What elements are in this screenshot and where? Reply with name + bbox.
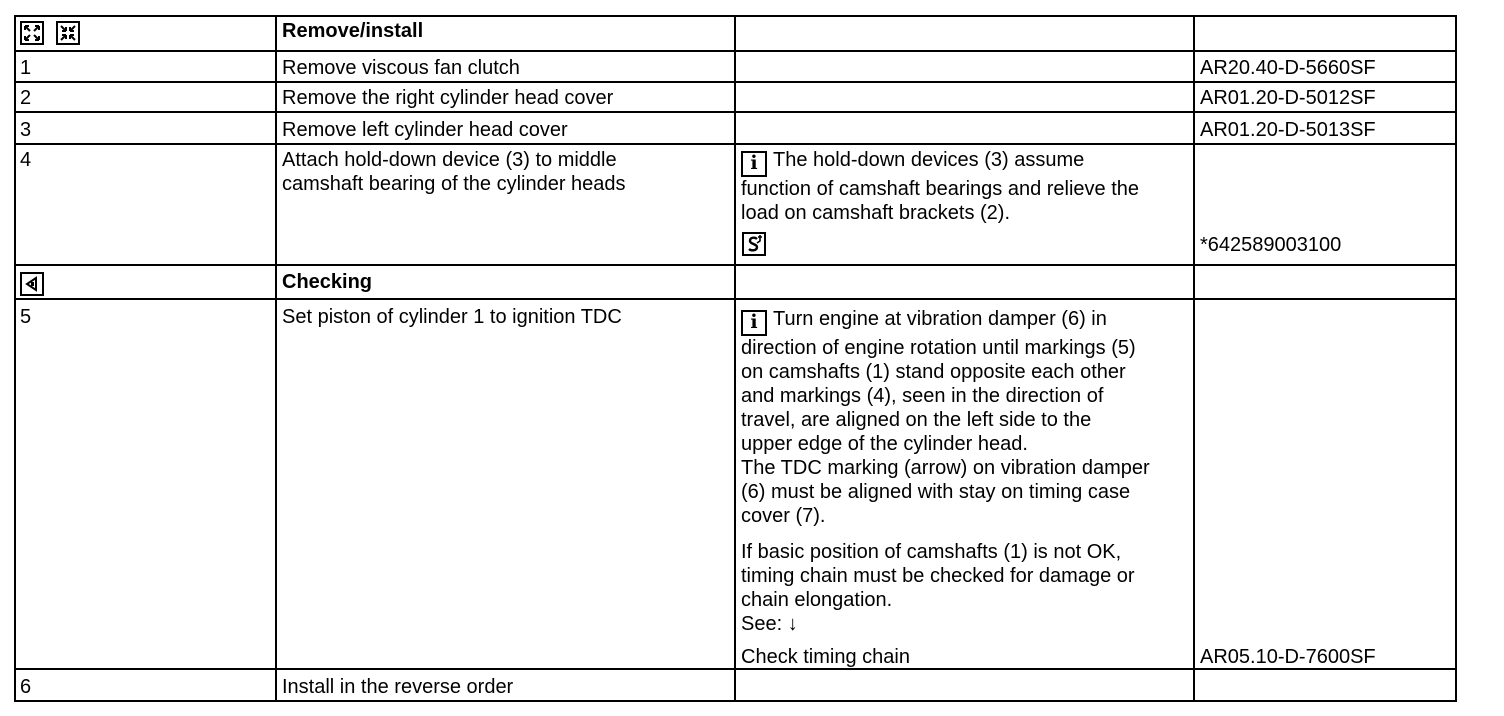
note-line: upper edge of the cylinder head.	[741, 433, 1028, 455]
section-title-remove-install: Remove/install	[282, 20, 424, 42]
note-line: on camshafts (1) stand opposite each other	[741, 361, 1126, 383]
note-line: If basic position of camshafts (1) is not OK,	[741, 541, 1122, 563]
procedure-table	[14, 15, 1457, 702]
column-divider	[275, 15, 277, 702]
step-note	[741, 307, 1150, 528]
special-tool-icon[interactable]	[742, 232, 766, 256]
note-line: and markings (4), seen in the direction of	[741, 385, 1104, 407]
step-number: 2	[20, 87, 32, 109]
step-action-line: Attach hold-down device (3) to middle	[282, 149, 617, 171]
reference-link[interactable]: AR01.20-D-5013SF	[1200, 119, 1376, 141]
step-action: Set piston of cylinder 1 to ignition TDC	[282, 306, 622, 328]
section-title-checking: Checking	[282, 271, 373, 293]
column-divider	[1455, 15, 1457, 702]
checking-icon	[20, 272, 44, 296]
remove-install-icons	[20, 20, 80, 45]
step-action: Remove left cylinder head cover	[282, 119, 568, 141]
column-divider	[1193, 15, 1195, 702]
step-action: Remove viscous fan clutch	[282, 57, 520, 79]
column-divider	[14, 15, 16, 702]
note-line: The TDC marking (arrow) on vibration damper	[741, 457, 1150, 479]
step-action	[282, 148, 626, 196]
note-line: cover (7).	[741, 505, 826, 527]
step-note-warning	[741, 540, 1135, 636]
check-timing-chain-link[interactable]: Check timing chain	[741, 646, 910, 668]
note-line: The hold-down devices (3) assume	[773, 149, 1085, 171]
info-icon: i	[741, 151, 767, 177]
tool-number-link[interactable]: *642589003100	[1200, 234, 1342, 256]
step-note	[741, 148, 1139, 225]
see-label: See:	[741, 613, 783, 635]
info-icon: i	[741, 310, 767, 336]
step-number: 1	[20, 57, 32, 79]
note-line: load on camshaft brackets (2).	[741, 202, 1011, 224]
arrow-down-icon: ↓	[787, 613, 798, 635]
reference-link[interactable]: AR05.10-D-7600SF	[1200, 646, 1376, 668]
note-line: direction of engine rotation until markings (5)	[741, 337, 1136, 359]
remove-icon	[20, 21, 44, 45]
reference-link[interactable]: AR01.20-D-5012SF	[1200, 87, 1376, 109]
note-line: travel, are aligned on the left side to the	[741, 409, 1092, 431]
install-icon	[56, 21, 80, 45]
column-divider	[734, 15, 736, 702]
note-line: (6) must be aligned with stay on timing case	[741, 481, 1131, 503]
step-number: 3	[20, 119, 32, 141]
step-number: 6	[20, 676, 32, 698]
reference-link[interactable]: AR20.40-D-5660SF	[1200, 57, 1376, 79]
step-number: 5	[20, 306, 32, 328]
step-action: Remove the right cylinder head cover	[282, 87, 614, 109]
note-line: chain elongation.	[741, 589, 893, 611]
note-line: timing chain must be checked for damage or	[741, 565, 1135, 587]
step-action: Install in the reverse order	[282, 676, 514, 698]
step-number: 4	[20, 149, 32, 171]
special-tool-icon-wrap	[742, 231, 766, 256]
step-action-line: camshaft bearing of the cylinder heads	[282, 173, 626, 195]
note-line: Turn engine at vibration damper (6) in	[773, 308, 1107, 330]
checking-icon-wrap	[20, 271, 44, 296]
note-line: function of camshaft bearings and relieve the	[741, 178, 1140, 200]
